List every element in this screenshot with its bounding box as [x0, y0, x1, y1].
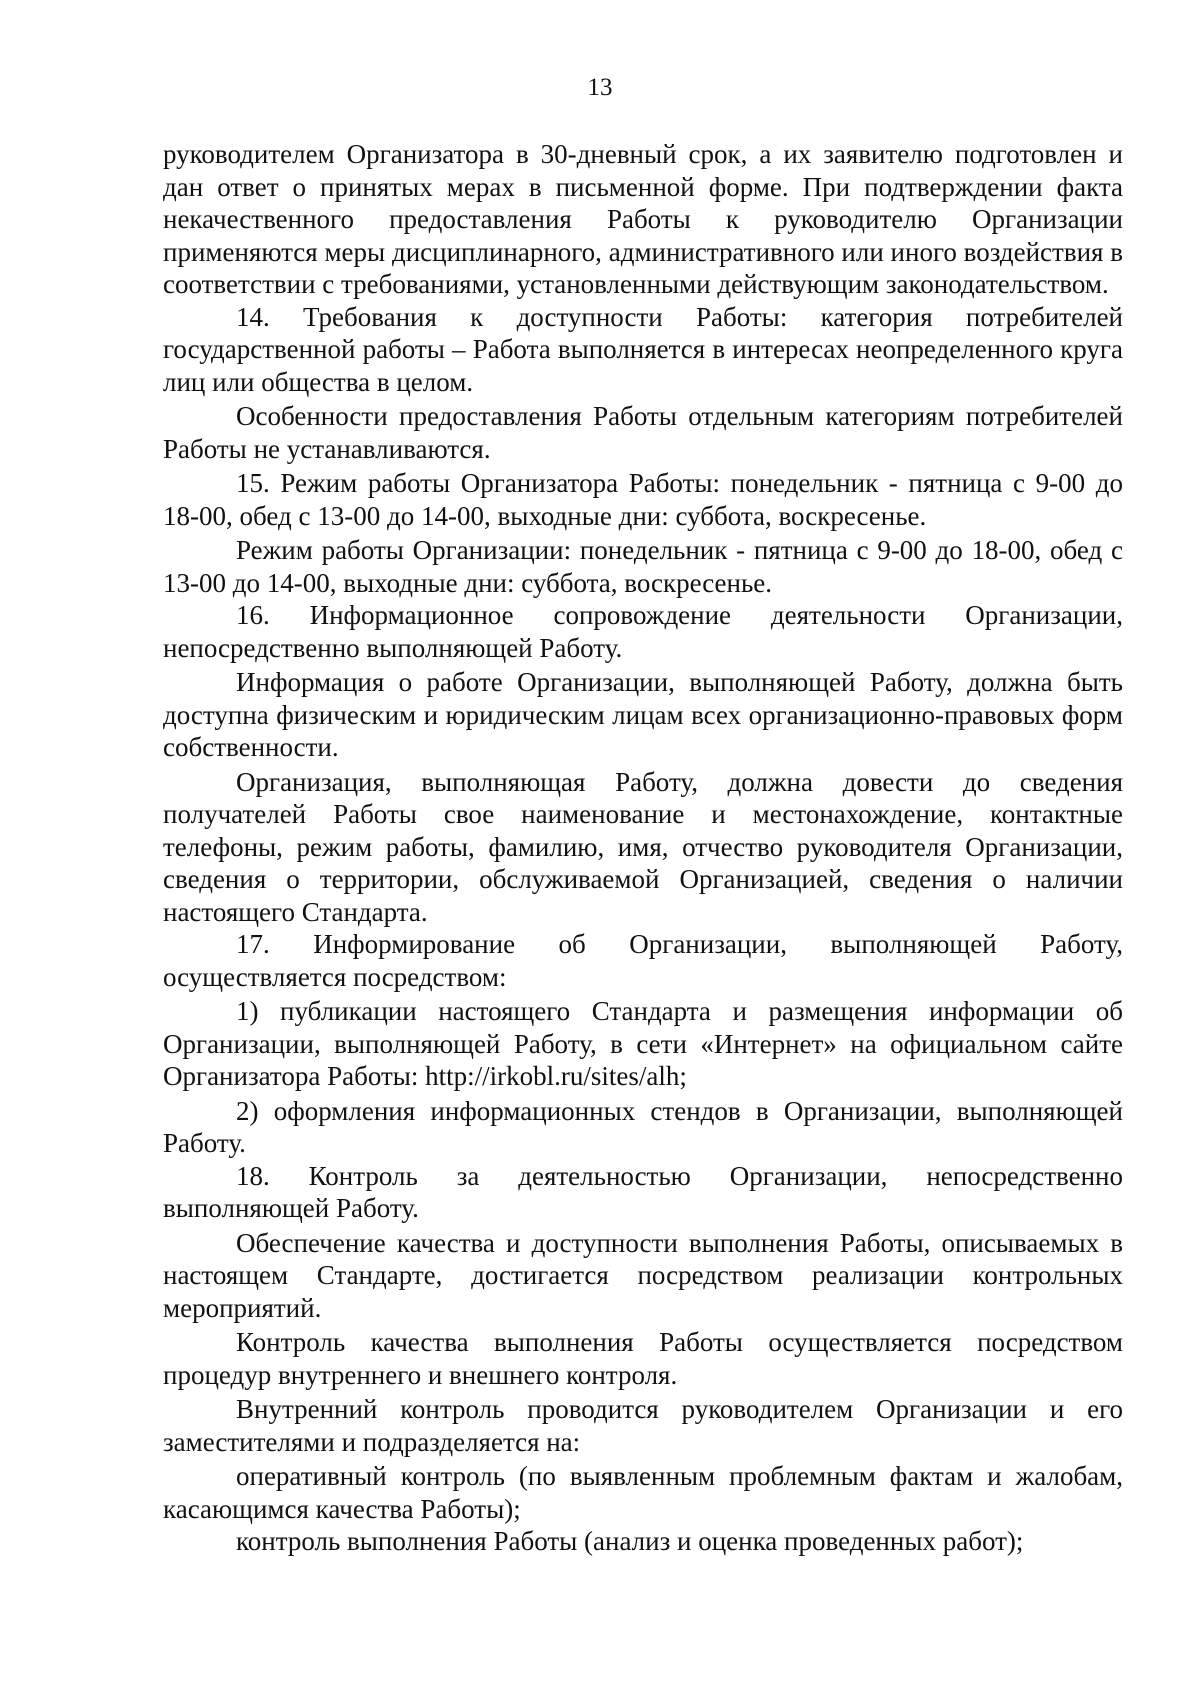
- paragraph-quality-control: Контроль качества выполнения Работы осуществляется посредством процедур внутреннего и внешнего контроля.: [163, 1327, 1123, 1390]
- paragraph-info-availability: Информация о работе Организации, выполняющей Работу, должна быть доступна физическим и юридическим лицам всех организационно-правовых форм собственности.: [163, 667, 1123, 762]
- paragraph-continuation: руководителем Организатора в 30-дневный срок, а их заявителю подготовлен и дан ответ о принятых мерах в письменной форме. При подтверждении факта некачественного предоставления Работы к руководителю Организации применяются меры дисциплинарного, административного или иного воздействия в соответствии с требованиями, установленными действующим законодательством.: [163, 139, 1123, 299]
- paragraph-18: 18. Контроль за деятельностью Организации, непосредственно выполняющей Работу.: [163, 1160, 1123, 1223]
- paragraph-org-schedule: Режим работы Организации: понедельник - пятница с 9-00 до 18-00, обед с 13-00 до 14-00, выходные дни: суббота, воскресенье.: [163, 535, 1123, 598]
- paragraph-15: 15. Режим работы Организатора Работы: понедельник - пятница с 9-00 до 18-00, обед с 13-00 до 14-00, выходные дни: суббота, воскресенье.: [163, 468, 1123, 531]
- paragraph-operational-control: оперативный контроль (по выявленным проблемным фактам и жалобам, касающимся качества Работы);: [163, 1461, 1123, 1524]
- paragraph-17-item-1: 1) публикации настоящего Стандарта и размещения информации об Организации, выполняющей Работу, в сети «Интернет» на официальном сайте Организатора Работы: http://irkobl.ru/sites/alh;: [163, 996, 1123, 1091]
- paragraph-quality-assurance: Обеспечение качества и доступности выполнения Работы, описываемых в настоящем Стандарте, достигается посредством реализации контрольных мероприятий.: [163, 1227, 1123, 1323]
- paragraph-internal-control: Внутренний контроль проводится руководителем Организации и его заместителями и подразделяется на:: [163, 1394, 1123, 1457]
- paragraph-execution-control: контроль выполнения Работы (анализ и оценка проведенных работ);: [236, 1526, 1024, 1556]
- paragraph-features: Особенности предоставления Работы отдельным категориям потребителей Работы не устанавливаются.: [163, 401, 1123, 464]
- paragraph-14: 14. Требования к доступности Работы: категория потребителей государственной работы – Работа выполняется в интересах неопределенного круга лиц или общества в целом.: [163, 301, 1123, 397]
- paragraph-17-item-2: 2) оформления информационных стендов в Организации, выполняющей Работу.: [163, 1095, 1123, 1158]
- paragraph-org-duties: Организация, выполняющая Работу, должна довести до сведения получателей Работы свое наименование и местонахождение, контактные телефоны, режим работы, фамилию, имя, отчество руководителя Организации, сведения о территории, обслуживаемой Организацией, сведения о наличии настоящего Стандарта.: [163, 766, 1123, 927]
- paragraph-17: 17. Информирование об Организации, выполняющей Работу, осуществляется посредством:: [163, 929, 1123, 992]
- page-number: 13: [587, 74, 613, 101]
- document-body: [163, 138, 1123, 1558]
- paragraph-16: 16. Информационное сопровождение деятельности Организации, непосредственно выполняющей Работу.: [163, 600, 1123, 663]
